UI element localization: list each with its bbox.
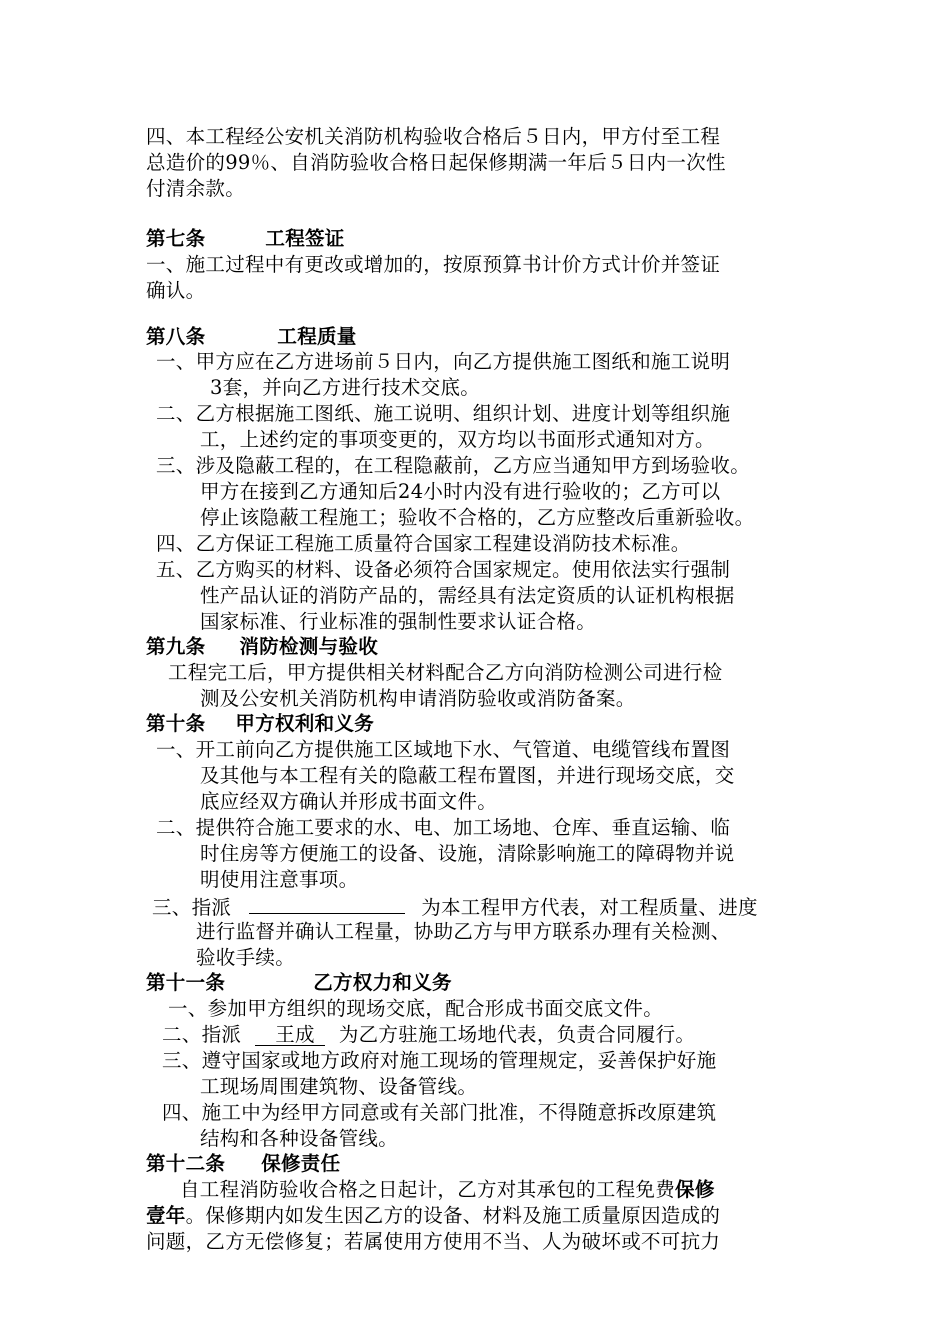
art7-line2: 确认。 [146,279,206,302]
art9-line1: 工程完工后，甲方提供相关材料配合乙方向消防检测公司进行检 [168,661,723,684]
art11-item2-prefix: 二、指派 [162,1023,242,1046]
para4-line2: 总造价的99％、自消防验收合格日起保修期满一年后５日内一次性 [146,151,726,174]
art7-number: 第七条 [146,227,206,250]
art9-title: 消防检测与验收 [239,635,379,658]
art9-number: 第九条 [146,635,206,658]
art8-item2-line2: 工，上述约定的事项变更的，双方均以书面形式通知对方。 [200,428,715,451]
art10-item1-line1: 一、开工前向乙方提供施工区域地下水、气管道、电缆管线布置图 [156,738,731,761]
art10-item2-line3: 明使用注意事项。 [200,868,359,891]
art8-item1-line1: 一、甲方应在乙方进场前５日内，向乙方提供施工图纸和施工说明 [156,350,731,373]
contractor-representative-name [255,1025,325,1046]
art7-line1: 一、施工过程中有更改或增加的，按原预算书计价方式计价并签证 [146,253,721,276]
art11-item3-line2: 工现场周围建筑物、设备管线。 [200,1075,478,1098]
art12-number: 第十二条 [146,1152,226,1175]
art11-item2-suffix: 为乙方驻施工场地代表，负责合同履行。 [338,1023,696,1046]
art8-item3-line3: 停止该隐蔽工程施工；验收不合格的，乙方应整改后重新验收。 [200,506,755,529]
representative-name-text: 王成 [275,1023,315,1046]
art10-item3-line1 [152,893,758,921]
warranty-term-emphasis-2: 壹年 [146,1204,186,1227]
art12-line1-text: 自工程消防验收合格之日起计，乙方对其承包的工程免费 [180,1178,676,1201]
art11-item2-line1 [162,1022,695,1048]
art8-heading [146,324,357,350]
art10-heading [146,711,374,737]
representative-blank[interactable] [249,893,405,914]
art8-item2-line1: 二、乙方根据施工图纸、施工说明、组织计划、进度计划等组织施 [156,402,731,425]
art8-item3-line1: 三、涉及隐蔽工程的，在工程隐蔽前，乙方应当通知甲方到场验收。 [156,454,751,477]
art11-number: 第十一条 [146,971,226,994]
art8-item5-line3: 国家标准、行业标准的强制性要求认证合格。 [200,610,597,633]
art8-item3-line2: 甲方在接到乙方通知后24小时内没有进行验收的；乙方可以 [200,480,721,503]
art8-item5-line2: 性产品认证的消防产品的，需经具有法定资质的认证机构根据 [200,584,735,607]
art7-title: 工程签证 [265,227,345,250]
art10-item2-line2: 时住房等方便施工的设备、设施，清除影响施工的障碍物并说 [200,842,735,865]
para4-line3: 付清余款。 [146,177,246,200]
art10-item3-line3: 验收手续。 [196,946,296,969]
art10-item3-suffix: 为本工程甲方代表，对工程质量、进度 [421,896,758,919]
art10-item3-line2: 进行监督并确认工程量，协助乙方与甲方联系办理有关检测、 [196,920,731,943]
art10-number: 第十条 [146,712,206,735]
art9-line2: 测及公安机关消防机构申请消防验收或消防备案。 [200,687,636,710]
art11-heading [146,970,452,996]
para4-line1: 四、本工程经公安机关消防机构验收合格后５日内，甲方付至工程 [146,125,721,148]
art11-item3-line1: 三、遵守国家或地方政府对施工现场的管理规定，妥善保护好施 [162,1049,717,1072]
art8-item1-line2: 3套，并向乙方进行技术交底。 [210,376,481,399]
art11-item4-line1: 四、施工中为经甲方同意或有关部门批准，不得随意拆改原建筑 [162,1101,717,1124]
art12-line3: 问题，乙方无偿修复；若属使用方使用不当、人为破坏或不可抗力 [146,1230,721,1253]
art11-item1-line1: 一、参加甲方组织的现场交底，配合形成书面交底文件。 [168,997,664,1020]
art8-number: 第八条 [146,325,206,348]
art7-heading [146,226,345,252]
art9-heading [146,634,378,660]
art12-title: 保修责任 [261,1152,341,1175]
art11-title: 乙方权力和义务 [313,971,452,994]
art10-item2-line1: 二、提供符合施工要求的水、电、加工场地、仓库、垂直运输、临 [156,816,731,839]
art12-line2-text: 。保修期内如发生因乙方的设备、材料及施工质量原因造成的 [185,1204,721,1227]
art10-title: 甲方权利和义务 [235,712,375,735]
art10-item1-line3: 底应经双方确认并形成书面文件。 [200,790,498,813]
art12-line1 [180,1177,715,1203]
art10-item1-line2: 及其他与本工程有关的隐蔽工程布置图，并进行现场交底，交 [200,764,735,787]
art10-item3-prefix: 三、指派 [152,896,232,919]
art8-item5-line1: 五、乙方购买的材料、设备必须符合国家规定。使用依法实行强制 [156,558,731,581]
art11-item4-line2: 结构和各种设备管线。 [200,1127,399,1150]
art12-line2 [146,1203,720,1229]
warranty-term-emphasis-1: 保修 [675,1178,715,1201]
art12-heading [146,1151,340,1177]
art8-title: 工程质量 [277,325,357,348]
art8-item4-line1: 四、乙方保证工程施工质量符合国家工程建设消防技术标准。 [156,532,691,555]
